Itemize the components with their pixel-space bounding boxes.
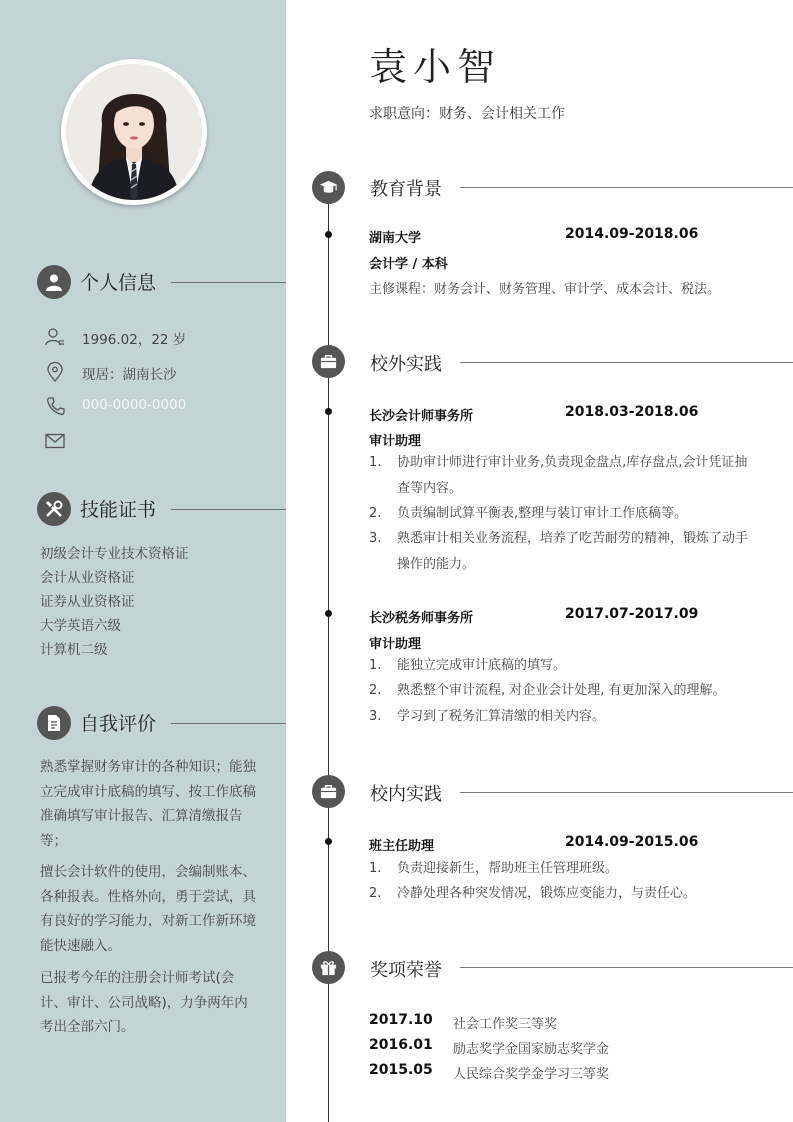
award-name: 励志奖学金国家励志奖学金 (453, 1042, 610, 1057)
award-date: 2016.01 (369, 1037, 433, 1053)
external-practice-title: 校外实践 (370, 354, 442, 375)
gift-icon (312, 951, 345, 984)
job-intent: 求职意向：财务、会计相关工作 (369, 106, 565, 122)
birth-text: 1996.02，22 岁 (82, 332, 187, 348)
award-date: 2017.10 (369, 1012, 433, 1028)
phone-text: 000-0000-0000 (82, 397, 187, 413)
award-name: 人民综合奖学金学习三等奖 (453, 1067, 610, 1082)
avatar-frame (61, 59, 207, 205)
location-row (44, 361, 274, 383)
awards-title: 奖项荣誉 (370, 960, 442, 981)
timeline-dot (325, 231, 332, 238)
mail-icon (44, 430, 66, 452)
document-icon (37, 706, 71, 740)
list-item: 熟悉整个审计流程, 对企业会计处理, 有更加深入的理解。 (397, 683, 726, 698)
avatar (66, 64, 202, 200)
list-item: 熟悉审计相关业务流程，培养了吃苦耐劳的精神，锻炼了动手操作的能力。 (397, 531, 749, 572)
phone-icon (44, 395, 66, 417)
briefcase-icon (312, 345, 345, 378)
evaluation-header (37, 706, 286, 740)
list-number: 3. (369, 709, 382, 724)
list-item: 学习到了税务汇算清缴的相关内容。 (397, 709, 606, 724)
graduation-cap-icon (312, 171, 345, 204)
list-item: 冷静处理各种突发情况，锻炼应变能力，与责任心。 (397, 886, 697, 901)
divider (460, 187, 793, 188)
job-period: 2018.03-2018.06 (565, 404, 699, 420)
job-org: 长沙税务师事务所 (369, 611, 474, 626)
list-item: 负责迎接新生，帮助班主任管理班级。 (397, 861, 619, 876)
list-number: 3. (369, 531, 382, 546)
divider (171, 723, 286, 724)
timeline-dot (325, 408, 332, 415)
divider (460, 967, 793, 968)
evaluation-paragraph: 熟悉掌握财务审计的各种知识；能独立完成审计底稿的填写、按工作底稿准确填写审计报告、汇算清缴报告等； (40, 759, 256, 849)
skill-item: 证券从业资格证 (40, 594, 135, 610)
phone-row (44, 395, 274, 417)
sidebar (0, 0, 286, 1122)
divider (460, 362, 793, 363)
email-row (44, 430, 274, 452)
internal-role: 班主任助理 (369, 839, 435, 854)
evaluation-paragraph: 已报考今年的注册会计师考试(会计、审计、公司战略)，力争两年内考出全部六门。 (40, 970, 248, 1035)
list-number: 1. (369, 861, 382, 876)
list-item: 负责编制试算平衡表,整理与装订审计工作底稿等。 (397, 506, 688, 521)
skills-header (37, 492, 286, 526)
tools-icon (37, 492, 71, 526)
school-name: 湖南大学 (369, 231, 422, 246)
courses: 主修课程：财务会计、财务管理、审计学、成本会计、税法。 (369, 282, 721, 297)
skills-title: 技能证书 (80, 499, 157, 521)
list-item: 能独立完成审计底稿的填写。 (397, 658, 567, 673)
divider (171, 509, 286, 510)
award-name: 社会工作奖三等奖 (453, 1017, 558, 1032)
internal-practice-title: 校内实践 (370, 784, 442, 805)
user-icon (44, 326, 66, 348)
skill-item: 会计从业资格证 (40, 570, 135, 586)
briefcase-icon (312, 775, 345, 808)
candidate-name: 袁小智 (369, 45, 502, 89)
timeline-dot (325, 838, 332, 845)
birth-row (44, 326, 274, 348)
skill-item: 初级会计专业技术资格证 (40, 546, 189, 562)
list-number: 2. (369, 886, 382, 901)
skill-item: 计算机二级 (40, 642, 108, 658)
job-role: 审计助理 (369, 434, 422, 449)
personal-info-title: 个人信息 (80, 272, 157, 294)
evaluation-title: 自我评价 (80, 713, 157, 735)
award-date: 2015.05 (369, 1062, 433, 1078)
location-text: 现居：湖南长沙 (82, 367, 177, 383)
divider (460, 792, 793, 793)
job-role: 审计助理 (369, 637, 422, 652)
internal-period: 2014.09-2015.06 (565, 834, 699, 850)
divider (171, 282, 286, 283)
major: 会计学 / 本科 (369, 257, 448, 272)
skill-item: 大学英语六级 (40, 618, 121, 634)
list-number: 2. (369, 506, 382, 521)
list-number: 1. (369, 455, 382, 470)
person-icon (37, 265, 71, 299)
job-period: 2017.07-2017.09 (565, 606, 699, 622)
evaluation-paragraph: 擅长会计软件的使用，会编制账本、各种报表。性格外向，勇于尝试，具有良好的学习能力，对新工作新环境能快速融入。 (40, 864, 256, 954)
education-title: 教育背景 (370, 179, 442, 200)
list-number: 1. (369, 658, 382, 673)
location-pin-icon (44, 361, 66, 383)
list-number: 2. (369, 683, 382, 698)
list-item: 协助审计师进行审计业务,负责现金盘点,库存盘点,会计凭证抽查等内容。 (397, 455, 748, 496)
education-period: 2014.09-2018.06 (565, 226, 699, 242)
personal-info-header (37, 265, 286, 299)
timeline-dot (325, 610, 332, 617)
job-org: 长沙会计师事务所 (369, 409, 474, 424)
